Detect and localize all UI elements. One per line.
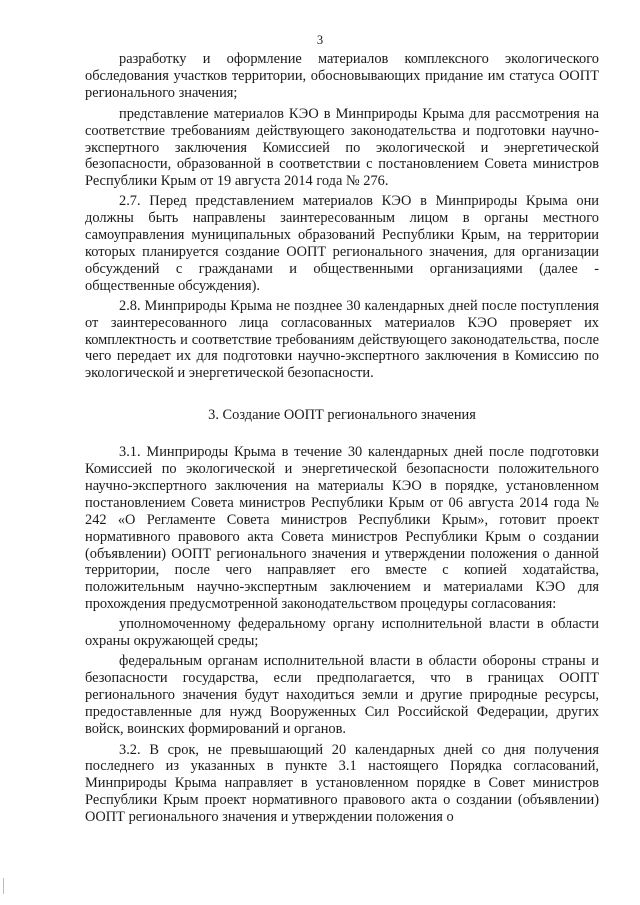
document-body <box>85 51 599 826</box>
paragraph-federal-environment-authority: уполномоченному федеральному органу исполнительной власти в области охраны окружающей среды; <box>85 616 599 650</box>
section-heading: 3. Создание ООПТ регионального значения <box>208 407 476 424</box>
page-number: 3 <box>316 33 324 47</box>
paragraph-kpo-development: разработку и оформление материалов комплексного экологического обследования участков территории, обосновывающих придание им статуса ООПТ регионального значения; <box>85 51 599 101</box>
paragraph-2-8: 2.8. Минприроды Крыма не позднее 30 календарных дней после поступления от заинтересованного лица согласованных материалов КЭО проверяет их комплектность и соответствие требованиям действующего законодательства, после чего передает их для подготовки научно-экспертного заключения в Комиссию по экологической и энергетической безопасности. <box>85 297 599 382</box>
paragraph-2-7: 2.7. Перед представлением материалов КЭО в Минприроды Крыма они должны быть направлены заинтересованным лицом в органы местного самоуправления муниципальных образований Республики Крым, на территории которых планируется создание ООПТ регионального значения, для организации обсуждений с гражданами и общественными организациями (далее - общественные обсуждения). <box>85 193 599 294</box>
paragraph-3-1: 3.1. Минприроды Крыма в течение 30 календарных дней после подготовки Комиссией по экологической и энергетической безопасности положительного научно-экспертного заключения на материалы КЭО в порядке, установленном постановлением Совета министров Республики Крым от 06 августа 2014 года № 242 «О Регламенте Совета министров Республики Крым», готовит проект нормативного правового акта Совета министров Республики Крым о создании (объявлении) ООПТ регионального значения и утверждении положения о данной территории, после чего направляет его вместе с копией ходатайства, положительным научно-экспертным заключением и материалами КЭО для прохождения предусмотренной законодательством процедуры согласования: <box>85 444 599 613</box>
scan-edge-mark <box>3 878 4 894</box>
paragraph-federal-defense-authorities: федеральным органам исполнительной власти в области обороны страны и безопасности государства, если предполагается, что в границах ООПТ регионального значения будут находиться земли и другие природные ресурсы, предоставленные для нужд Вооруженных Сил Российской Федерации, других войск, воинских формирований и органов. <box>85 653 599 737</box>
paragraph-3-2: 3.2. В срок, не превышающий 20 календарных дней со дня получения последнего из указанных в пункте 3.1 настоящего Порядка согласований, Минприроды Крыма направляет в установленном порядке в Совет министров Республики Крым проект нормативного правового акта о создании (объявлении) ООПТ регионального значения и утверждении положения о <box>85 741 599 826</box>
paragraph-kpo-submission: представление материалов КЭО в Минприроды Крыма для рассмотрения на соответствие требованиям действующего законодательства и подготовки научно-экспертного заключения Комиссией по экологической и энергетической безопасности, образованной в соответствии с постановлением Совета министров Республики Крым от 19 августа 2014 года № 276. <box>85 105 599 190</box>
